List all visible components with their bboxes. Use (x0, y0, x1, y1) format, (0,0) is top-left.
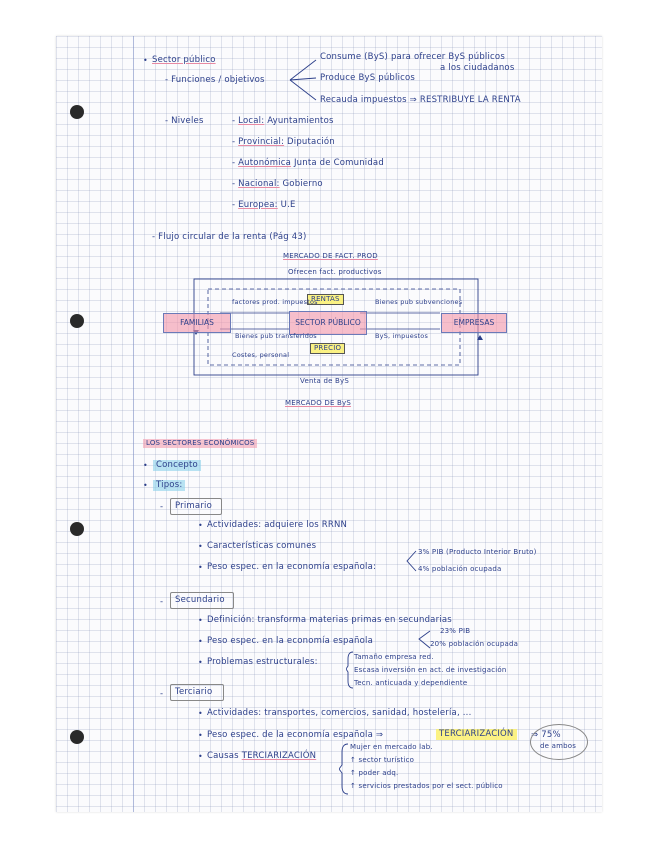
funcion-3: Recauda impuestos ⇒ RESTRIBUYE LA RENTA (320, 95, 521, 105)
mercado-bys-label: MERCADO DE ByS (285, 399, 352, 407)
bullet: • (143, 461, 148, 470)
primario-peso-1: 3% PIB (Producto Interior Bruto) (418, 548, 537, 556)
bullet: • (143, 56, 148, 65)
niveles-label: - Niveles (165, 116, 204, 126)
nivel-nacional: - Nacional: Gobierno (232, 179, 323, 189)
nivel-provincial: - Provincial: Diputación (232, 137, 335, 147)
funciones-arrows (288, 56, 320, 106)
right-bottom-label: ByS, impuestos (375, 332, 429, 340)
bullet: • (198, 752, 203, 761)
primario-item-1: Actividades: adquiere los RRNN (207, 520, 348, 530)
tipos-label: Tipos: (153, 480, 185, 491)
primario-item-2: Características comunes (207, 541, 317, 551)
brace (405, 549, 417, 575)
bullet: • (198, 616, 203, 625)
terciario-item-1: Actividades: transportes, comercios, sanidad, hostelería, ... (207, 708, 472, 718)
concepto-label: Concepto (153, 460, 201, 471)
terciarizacion-label: TERCIARIZACIÓN (436, 729, 517, 740)
bullet: • (198, 521, 203, 530)
terciario-label: Terciario (175, 687, 213, 697)
secundario-item-3: Problemas estructurales: (207, 657, 318, 667)
bullet: • (198, 563, 203, 572)
bullet: • (143, 481, 148, 490)
punch-hole (70, 105, 84, 119)
punch-hole (70, 522, 84, 536)
right-top-label: Bienes pub subvenciones (375, 298, 463, 306)
dash: - (160, 597, 164, 607)
bullet: • (198, 731, 203, 740)
problema-1: Tamaño empresa red. (354, 653, 434, 661)
primario-label: Primario (175, 501, 212, 511)
precio-label: PRECIO (310, 343, 345, 354)
rentas-label: RENTAS (307, 294, 344, 305)
punch-hole (70, 730, 84, 744)
secundario-item-2: Peso espec. en la economía española (207, 636, 373, 646)
problema-2: Escasa inversión en act. de investigación (354, 666, 507, 674)
empresas-box: EMPRESAS (441, 313, 507, 333)
terciario-item-2: Peso espec. de la economía española ⇒ (207, 730, 384, 740)
secundario-label: Secundario (175, 595, 225, 605)
dash: - (160, 689, 164, 699)
bullet: • (198, 709, 203, 718)
causa-1: Mujer en mercado lab. (350, 743, 433, 751)
brace (346, 651, 354, 689)
brace (417, 630, 431, 650)
punch-hole (70, 314, 84, 328)
causa-2: ↑ sector turístico (350, 756, 415, 764)
heading-sector-publico: Sector público (152, 55, 216, 65)
funcion-2: Produce ByS públicos (320, 73, 416, 83)
funcion-1: Consume (ByS) para ofrecer ByS públicos (320, 52, 505, 62)
terciario-item-3: Causas TERCIARIZACIÓN (207, 751, 317, 761)
familias-box: FAMILIAS (163, 313, 231, 333)
notebook-page (56, 36, 602, 812)
nivel-local: - Local: Ayuntamientos (232, 116, 334, 126)
bullet: • (198, 658, 203, 667)
bullet: • (198, 542, 203, 551)
sectores-title: LOS SECTORES ECONÓMICOS (143, 439, 257, 448)
left-top-label: factores prod. impuestos (232, 298, 318, 306)
pct-label: ⇒ 75% (531, 730, 561, 740)
venta-label: Venta de ByS (300, 377, 350, 385)
nivel-autonomica: - Autonómica Junta de Comunidad (232, 158, 384, 168)
flujo-label: - Flujo circular de la renta (Pág 43) (152, 232, 307, 242)
bullet: • (198, 637, 203, 646)
problema-3: Tecn. anticuada y dependiente (354, 679, 468, 687)
nivel-europea: - Europea: U.E (232, 200, 296, 210)
funcion-1b: a los ciudadanos (440, 63, 515, 73)
causa-3: ↑ poder adq. (350, 769, 399, 777)
brace (339, 743, 349, 795)
funciones-label: - Funciones / objetivos (165, 75, 265, 85)
ambos-label: de ambos (540, 742, 577, 750)
secundario-peso-2: 20% población ocupada (430, 640, 519, 648)
mercado-fact-label: MERCADO DE FACT. PROD (283, 252, 378, 260)
dash: - (160, 502, 164, 512)
left-bottom-label: Bienes pub transferidos (235, 332, 317, 340)
secundario-peso-1: 23% PIB (440, 627, 471, 635)
ofrecen-label: Ofrecen fact. productivos (288, 268, 382, 276)
left-bottom2-label: Costes, personal (232, 351, 290, 359)
causa-4: ↑ servicios prestados por el sect. público (350, 782, 503, 790)
sector-publico-box: SECTOR PÚBLICO (289, 311, 367, 335)
margin-line (133, 36, 134, 812)
secundario-item-1: Definición: transforma materias primas en secundarias (207, 615, 452, 625)
primario-peso-2: 4% población ocupada (418, 565, 502, 573)
primario-item-3: Peso espec. en la economía española: (207, 562, 377, 572)
